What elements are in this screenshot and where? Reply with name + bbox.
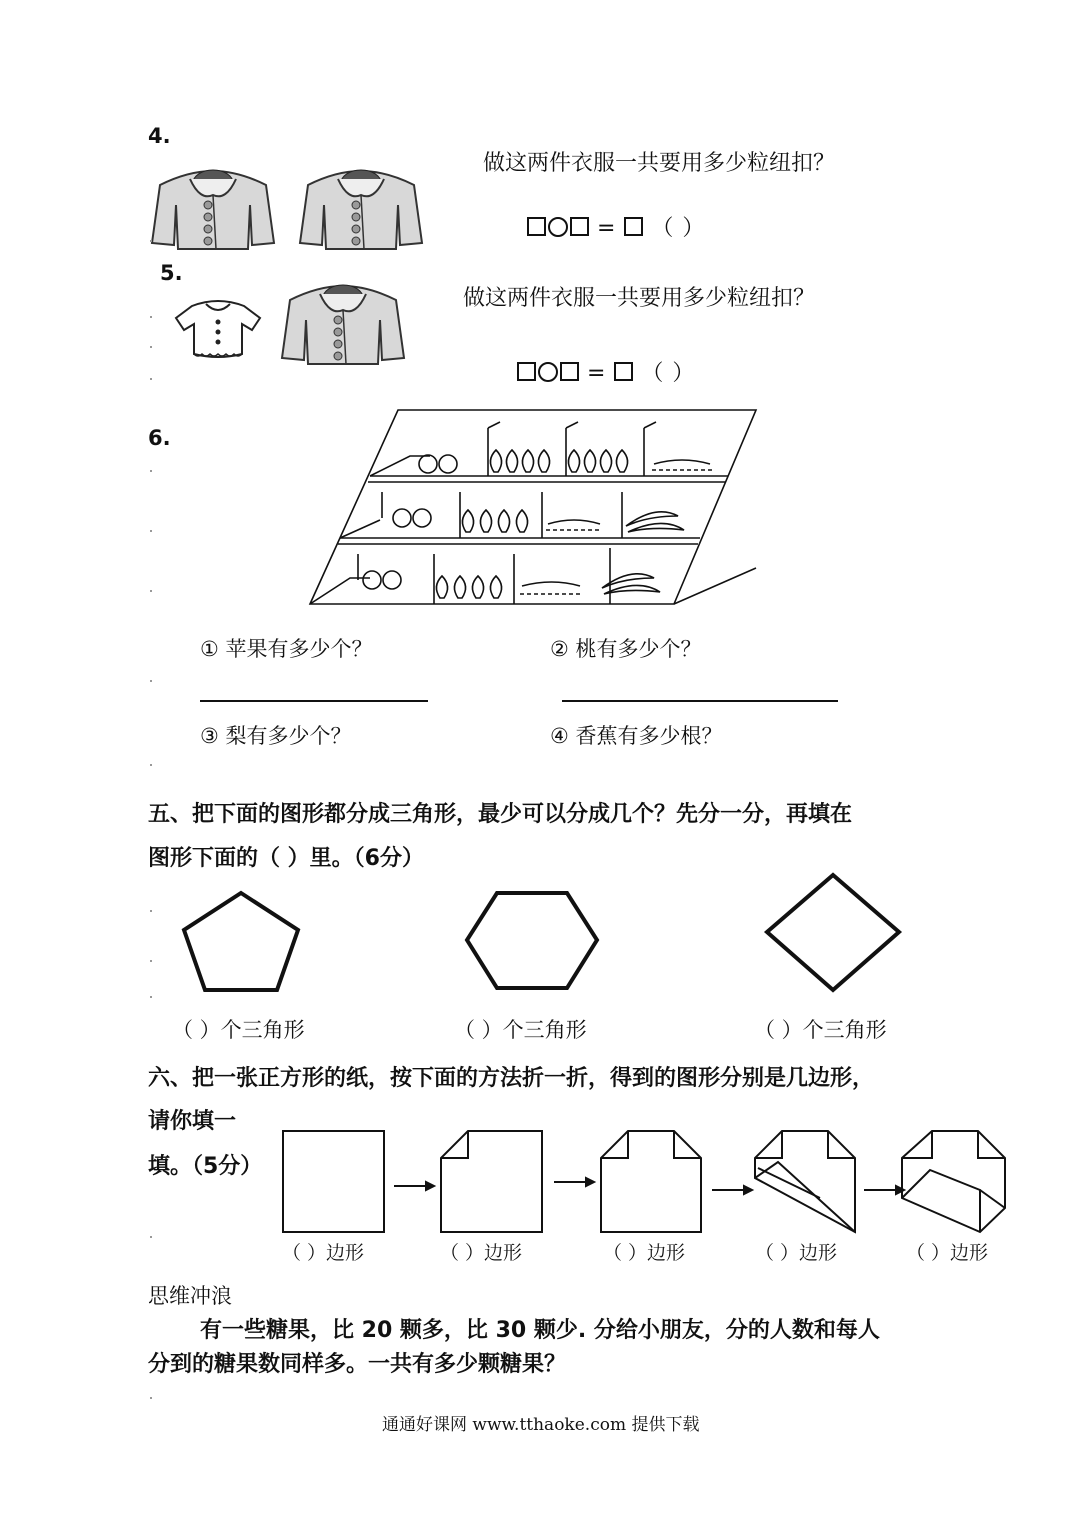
- q4-question: 做这两件衣服一共要用多少粒纽扣？: [483, 151, 836, 176]
- q4-equation: = （ ）: [527, 211, 705, 242]
- answer-box-icon[interactable]: [517, 362, 536, 381]
- jacket-icon: [148, 165, 278, 253]
- footer-text: 通通好课网 www.tthaoke.com 提供下载: [382, 1415, 700, 1435]
- q6-sub1: ① 苹果有多少个？: [200, 637, 373, 661]
- margin-dot: [150, 764, 152, 766]
- margin-dot: [150, 530, 152, 532]
- answer-box-icon[interactable]: [560, 362, 579, 381]
- challenge-line1: 有一些糖果，比 20 颗多，比 30 颗少. 分给小朋友，分的人数和每人: [200, 1318, 880, 1343]
- jacket-icon: [296, 165, 426, 253]
- margin-dot: [150, 996, 152, 998]
- margin-dot: [150, 590, 152, 592]
- q5-number: 5.: [160, 261, 183, 285]
- margin-dot: [150, 470, 152, 472]
- margin-dot: [150, 910, 152, 912]
- folding-steps-diagram: [280, 1128, 1010, 1236]
- section6-title-line1: 六、把一张正方形的纸，按下面的方法折一折，得到的图形分别是几边形，: [148, 1066, 875, 1091]
- polygon-side-label[interactable]: （ ）边形: [906, 1242, 989, 1264]
- challenge-title: 思维冲浪: [148, 1284, 232, 1308]
- q4-number: 4.: [148, 124, 171, 148]
- margin-dot: [150, 1397, 152, 1399]
- section6-title-line3: 填。（5分）: [148, 1154, 263, 1179]
- q5-equation: = （ ）: [517, 356, 695, 387]
- polygon-side-label[interactable]: （ ）边形: [440, 1242, 523, 1264]
- answer-box-icon[interactable]: [624, 217, 643, 236]
- q5-unit-paren[interactable]: （ ）: [641, 361, 696, 386]
- polygon-side-label[interactable]: （ ）边形: [603, 1242, 686, 1264]
- section5-title-line1: 五、把下面的图形都分成三角形，最少可以分成几个？先分一分，再填在: [148, 802, 853, 827]
- triangle-count-label[interactable]: （ ）个三角形: [172, 1018, 305, 1042]
- q6-sub3: ③ 梨有多少个？: [200, 724, 352, 748]
- diamond-shape[interactable]: [763, 872, 903, 994]
- hexagon-shape[interactable]: [463, 890, 601, 992]
- margin-dot: [150, 1236, 152, 1238]
- answer-line[interactable]: [562, 700, 838, 702]
- q6-sub4: ④ 香蕉有多少根？: [550, 724, 723, 748]
- margin-dot: [150, 680, 152, 682]
- q6-number: 6.: [148, 426, 171, 450]
- baby-shirt-icon: [172, 296, 264, 360]
- margin-dot: [150, 960, 152, 962]
- answer-box-icon[interactable]: [614, 362, 633, 381]
- operator-circle-icon[interactable]: [538, 362, 558, 382]
- answer-box-icon[interactable]: [570, 217, 589, 236]
- pentagon-shape[interactable]: [180, 890, 302, 994]
- answer-box-icon[interactable]: [527, 217, 546, 236]
- margin-dot: [150, 378, 152, 380]
- margin-dot: [150, 316, 152, 318]
- section5-title-line2: 图形下面的（ ）里。（6分）: [148, 846, 424, 871]
- operator-circle-icon[interactable]: [548, 217, 568, 237]
- triangle-count-label[interactable]: （ ）个三角形: [454, 1018, 587, 1042]
- polygon-side-label[interactable]: （ ）边形: [282, 1242, 365, 1264]
- challenge-line2: 分到的糖果数同样多。一共有多少颗糖果？: [148, 1352, 567, 1377]
- section6-title-line2: 请你填一: [148, 1109, 237, 1134]
- fruit-shelf-icon: [310, 408, 758, 606]
- margin-dot: [150, 346, 152, 348]
- jacket-icon: [278, 280, 408, 368]
- q6-sub2: ② 桃有多少个？: [550, 637, 702, 661]
- answer-line[interactable]: [200, 700, 428, 702]
- q5-question: 做这两件衣服一共要用多少粒纽扣？: [463, 286, 816, 311]
- q4-unit-paren[interactable]: （ ）: [651, 216, 706, 241]
- margin-dot: [150, 240, 152, 242]
- triangle-count-label[interactable]: （ ）个三角形: [754, 1018, 887, 1042]
- polygon-side-label[interactable]: （ ）边形: [755, 1242, 838, 1264]
